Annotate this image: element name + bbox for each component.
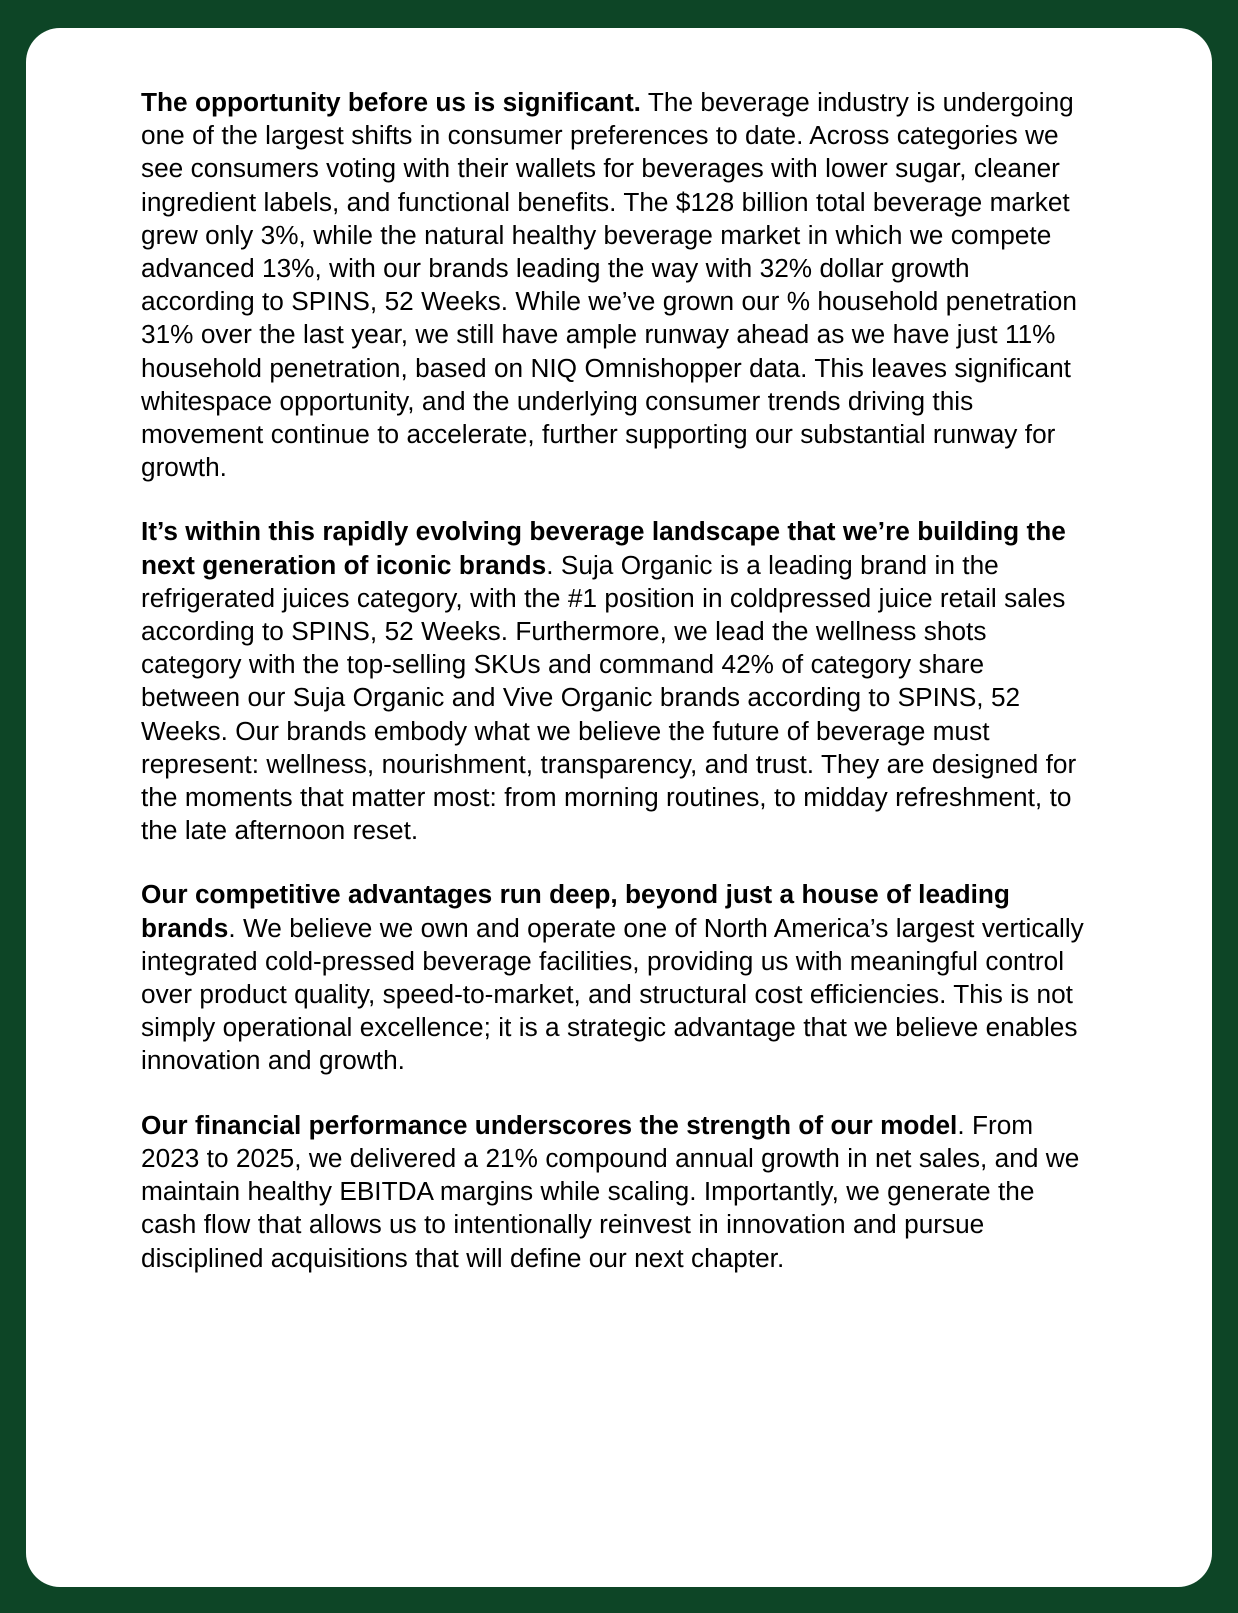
paragraph-text: The beverage industry is undergoing one of the largest shifts in consumer preferences to date. Across categories we see consumers voting with their wallets for beverages with lower sugar, cleaner ingredient labels, and functional benefits. The $128 billion total beverage market grew only 3%, while the natural healthy beverage market in which we compete advanced 13%, with our brands leading the way with 32% dollar growth according to SPINS, 52 Weeks. While we’ve grown our % household penetration 31% over the last year, we still have ample runway ahead as we have just 11% household penetration, based on NIQ Omnishopper data. This leaves significant whitespace opportunity, and the underlying consumer trends driving this movement continue to accelerate, further supporting our substantial runway for growth. <box>141 87 1077 483</box>
paragraph-lead-in: The opportunity before us is significant. <box>141 87 641 117</box>
paragraph-iconic-brands <box>141 515 1089 847</box>
document-body <box>141 86 1089 1275</box>
paragraph-opportunity <box>141 86 1089 484</box>
paragraph-lead-in: Our financial performance underscores the strength of our model <box>141 1109 958 1140</box>
paragraph-text: . Suja Organic is a leading brand in the refrigerated juices category, with the #1 position in coldpressed juice retail sales according to SPINS, 52 Weeks. Furthermore, we lead the wellness shots category with the top-selling SKUs and command 42% of category share between our Suja Organic and Vive Organic brands according to SPINS, 52 Weeks. Our brands embody what we believe the future of beverage must represent: wellness, nourishment, transparency, and trust. They are designed for the moments that matter most: from morning routines, to midday refreshment, to the late afternoon reset. <box>141 549 1077 846</box>
paragraph-lead-in: Our competitive advantages run deep, beyond just a house of leading brands <box>141 879 1010 943</box>
paragraph-financial-performance <box>141 1109 1089 1275</box>
page-card <box>26 28 1212 1587</box>
paragraph-text: . We believe we own and operate one of North America’s largest vertically integrated cold-pressed beverage facilities, providing us with meaningful control over product quality, speed-to-market, and structural cost efficiencies. This is not simply operational excellence; it is a strategic advantage that we believe enables innovation and growth. <box>141 912 1084 1076</box>
paragraph-lead-in: It’s within this rapidly evolving beverage landscape that we’re building the next generation of iconic brands <box>141 516 1066 580</box>
paragraph-text: . From 2023 to 2025, we delivered a 21% compound annual growth in net sales, and we maintain healthy EBITDA margins while scaling. Importantly, we generate the cash flow that allows us to intentionally reinvest in innovation and pursue disciplined acquisitions that will define our next chapter. <box>141 1109 1080 1273</box>
paragraph-competitive-advantages <box>141 878 1089 1077</box>
